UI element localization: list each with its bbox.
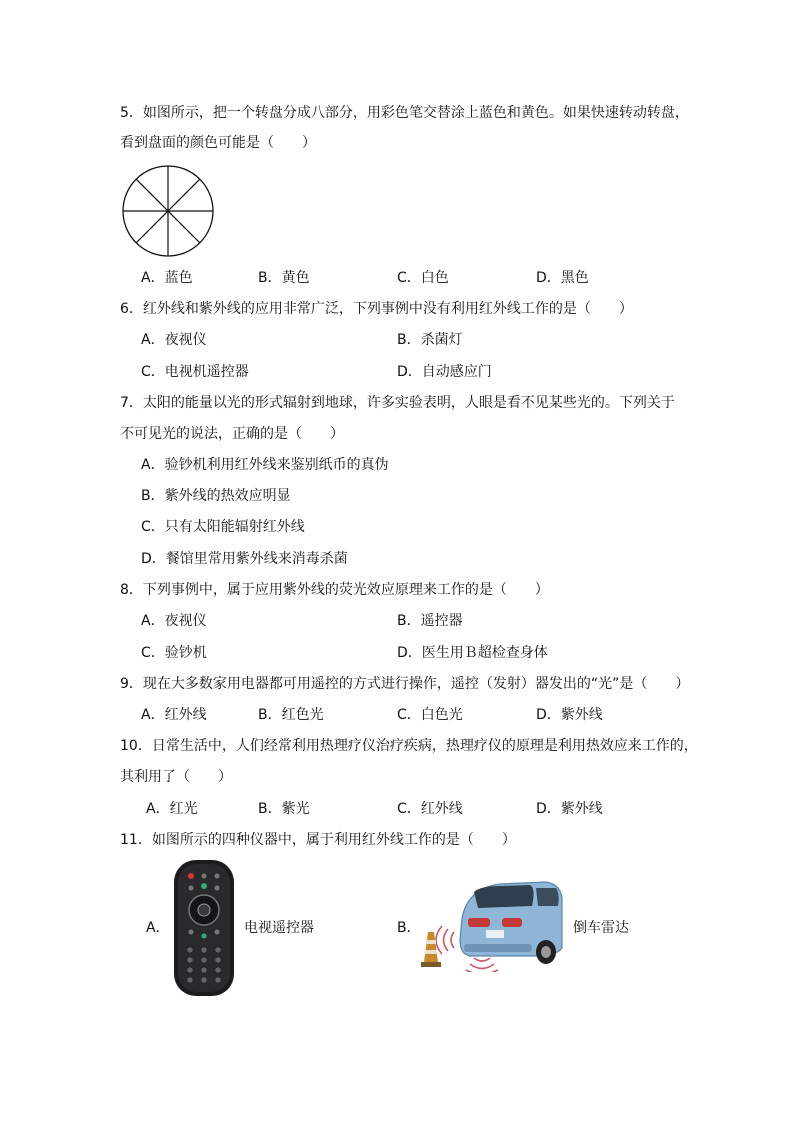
q5-option-b: B．黄色 xyxy=(258,270,310,286)
q8-option-b: B．遥控器 xyxy=(397,613,463,629)
q10-option-d: D．紫外线 xyxy=(536,801,603,817)
q8-option-c: C．验钞机 xyxy=(141,645,207,661)
q7-option-a: A．验钞机利用红外线来鉴别纸币的真伪 xyxy=(141,457,389,473)
q8-stem: 8．下列事例中，属于应用紫外线的荧光效应原理来工作的是（ ） xyxy=(120,582,549,598)
q5-option-d: D．黑色 xyxy=(536,270,589,286)
q9-option-d: D．紫外线 xyxy=(536,707,603,723)
q7-stem-line1: 7．太阳的能量以光的形式辐射到地球，许多实验表明，人眼是看不见某些光的。下列关于 xyxy=(120,395,675,411)
q7-stem-line2: 不可见光的说法，正确的是（ ） xyxy=(120,426,344,442)
tv-remote-image xyxy=(170,858,238,998)
q8-option-d: D．医生用Ｂ超检查身体 xyxy=(397,645,548,661)
q9-option-b: B．红色光 xyxy=(258,707,324,723)
q7-option-b: B．紫外线的热效应明显 xyxy=(141,488,291,504)
q5-option-c: C．白色 xyxy=(397,270,449,286)
q6-option-c: C．电视机遥控器 xyxy=(141,364,249,380)
q5-option-a: A．蓝色 xyxy=(141,270,193,286)
q11-option-b-letter: B． xyxy=(397,920,421,936)
q10-option-c: C．红外线 xyxy=(397,801,463,817)
q7-option-c: C．只有太阳能辐射红外线 xyxy=(141,519,305,535)
q10-option-a: A．红光 xyxy=(146,801,198,817)
q10-option-b: B．紫光 xyxy=(258,801,310,817)
q11-option-b-label: 倒车雷达 xyxy=(573,920,629,936)
q5-stem-line2: 看到盘面的颜色可能是（ ） xyxy=(120,135,316,151)
turntable-figure xyxy=(120,163,216,259)
q10-stem-line2: 其利用了（ ） xyxy=(120,769,232,785)
q7-option-d: D．餐馆里常用紫外线来消毒杀菌 xyxy=(141,551,348,567)
q9-stem: 9．现在大多数家用电器都可用遥控的方式进行操作，遥控（发射）器发出的“光”是（ ） xyxy=(120,676,690,692)
q6-stem: 6．红外线和紫外线的应用非常广泛，下列事例中没有利用红外线工作的是（ ） xyxy=(120,301,633,317)
q11-option-a-label: 电视遥控器 xyxy=(244,920,314,936)
q5-stem-line1: 5．如图所示，把一个转盘分成八部分，用彩色笔交替涂上蓝色和黄色。如果快速转动转盘， xyxy=(120,105,689,121)
q6-option-b: B．杀菌灯 xyxy=(397,332,463,348)
q6-option-d: D．自动感应门 xyxy=(397,364,492,380)
q6-option-a: A．夜视仪 xyxy=(141,332,207,348)
q11-stem: 11．如图所示的四种仪器中，属于利用红外线工作的是（ ） xyxy=(120,832,516,848)
q8-option-a: A．夜视仪 xyxy=(141,613,207,629)
reversing-radar-image xyxy=(418,880,564,972)
q9-option-c: C．白色光 xyxy=(397,707,463,723)
q11-option-a-letter: A． xyxy=(146,920,170,936)
q10-stem-line1: 10．日常生活中，人们经常利用热理疗仪治疗疾病，热理疗仪的原理是利用热效应来工作的， xyxy=(120,738,698,754)
q9-option-a: A．红外线 xyxy=(141,707,207,723)
